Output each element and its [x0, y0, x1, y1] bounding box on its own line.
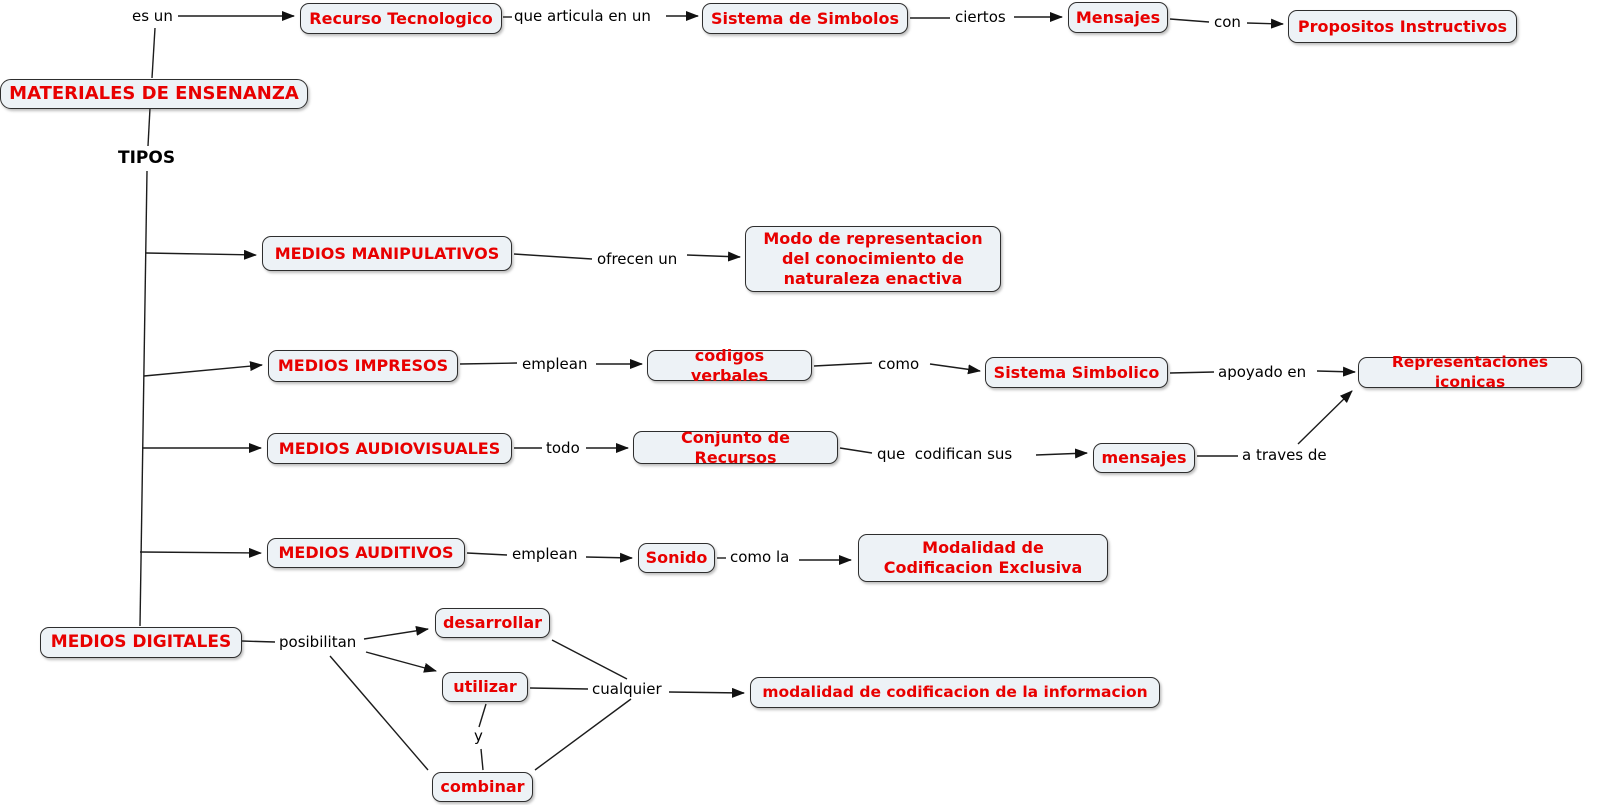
link-label-posibilitan[interactable]: posibilitan: [279, 633, 357, 651]
edge-mensajes-con: [1170, 19, 1209, 22]
node-medios-digitales[interactable]: MEDIOS DIGITALES: [40, 627, 242, 658]
node-codigos-verbales[interactable]: codigos verbales: [647, 350, 812, 381]
link-label-ciertos[interactable]: ciertos: [955, 8, 1006, 26]
arrow-codifican-mensajes: [1036, 453, 1087, 455]
node-medios-impresos[interactable]: MEDIOS IMPRESOS: [268, 350, 458, 382]
node-combinar[interactable]: combinar: [432, 772, 533, 802]
node-conjunto-de-recursos[interactable]: Conjunto de Recursos: [633, 431, 838, 464]
node-modalidad-codificacion-exclusiva[interactable]: Modalidad de Codificacion Exclusiva: [858, 534, 1108, 582]
link-label-todo[interactable]: todo: [546, 439, 580, 457]
edge-codigos-como: [814, 363, 872, 366]
arrow-branch-auditivos: [140, 552, 261, 553]
link-label-ofrecen-un[interactable]: ofrecen un: [597, 250, 678, 268]
node-materiales-de-ensenanza[interactable]: MATERIALES DE ENSENANZA: [0, 79, 308, 109]
edge-utilizar-y: [479, 704, 486, 727]
node-sonido[interactable]: Sonido: [638, 543, 715, 573]
edge-manipulativos-ofrecen: [514, 254, 592, 259]
node-sistema-de-simbolos[interactable]: Sistema de Simbolos: [702, 3, 908, 34]
arrow-emplean-sonido: [586, 557, 632, 558]
edge-y-combinar: [481, 749, 483, 770]
edge-auditivos-emplean: [467, 553, 507, 555]
link-label-cualquier[interactable]: cualquier: [592, 680, 662, 698]
link-label-que-articula-en-un[interactable]: que articula en un: [514, 7, 651, 25]
arrow-ofrecen-modo: [687, 255, 740, 257]
link-label-emplean-auditivos[interactable]: emplean: [512, 545, 578, 563]
arrow-posibilitan-utilizar: [366, 652, 436, 671]
edge-simbolico-apoyado: [1170, 372, 1214, 373]
link-label-a-traves-de[interactable]: a traves de: [1242, 446, 1327, 464]
node-desarrollar[interactable]: desarrollar: [435, 608, 550, 638]
node-representaciones-iconicas[interactable]: Representaciones iconicas: [1358, 357, 1582, 388]
node-medios-auditivos[interactable]: MEDIOS AUDITIVOS: [267, 538, 465, 568]
node-medios-audiovisuales[interactable]: MEDIOS AUDIOVISUALES: [267, 433, 512, 464]
node-mensajes[interactable]: Mensajes: [1068, 2, 1168, 33]
link-label-como-la[interactable]: como la: [730, 548, 790, 566]
edge-materiales-tipos: [148, 108, 150, 146]
edge-digitales-posibilitan: [242, 641, 275, 642]
edge-conjunto-codifican: [840, 448, 872, 453]
node-mensajes-lower[interactable]: mensajes: [1093, 443, 1195, 473]
arrow-atraves-representaciones: [1298, 391, 1352, 444]
node-sistema-simbolico[interactable]: Sistema Simbolico: [985, 357, 1168, 388]
edge-combinar-cualquier: [535, 699, 631, 770]
edge-trunk: [140, 171, 147, 626]
link-label-y[interactable]: y: [474, 727, 483, 745]
edge-desarrollar-cualquier: [552, 640, 627, 679]
node-recurso-tecnologico[interactable]: Recurso Tecnologico: [300, 3, 502, 34]
arrow-apoyado-representaciones: [1317, 371, 1355, 372]
link-label-con[interactable]: con: [1214, 13, 1241, 31]
arrow-cualquier-modalidad: [669, 692, 744, 693]
link-label-es-un[interactable]: es un: [132, 7, 173, 25]
link-label-que-codifican-sus[interactable]: que codifican sus: [877, 445, 1013, 463]
edge-utilizar-cualquier: [530, 688, 588, 689]
arrow-posibilitan-desarrollar: [364, 629, 428, 639]
node-modalidad-codificacion-informacion[interactable]: modalidad de codificacion de la informacion: [750, 677, 1160, 708]
link-label-como[interactable]: como: [878, 355, 920, 373]
node-modo-representacion[interactable]: Modo de representacion del conocimiento de naturaleza enactiva: [745, 226, 1001, 292]
arrow-con-propositos: [1247, 23, 1283, 24]
edge-impresos-emplean: [460, 363, 517, 364]
link-label-apoyado-en[interactable]: apoyado en: [1218, 363, 1307, 381]
edge-esun-down: [152, 28, 155, 78]
node-medios-manipulativos[interactable]: MEDIOS MANIPULATIVOS: [262, 236, 512, 271]
arrow-como-simbolico: [930, 364, 980, 371]
node-propositos-instructivos[interactable]: Propositos Instructivos: [1288, 10, 1517, 43]
edge-posibilitan-combinar: [330, 656, 428, 770]
link-label-emplean-impresos[interactable]: emplean: [522, 355, 588, 373]
node-utilizar[interactable]: utilizar: [442, 672, 528, 702]
link-label-tipos[interactable]: TIPOS: [118, 148, 176, 168]
arrow-branch-impresos: [144, 365, 262, 376]
arrow-branch-manipulativos: [146, 253, 256, 255]
